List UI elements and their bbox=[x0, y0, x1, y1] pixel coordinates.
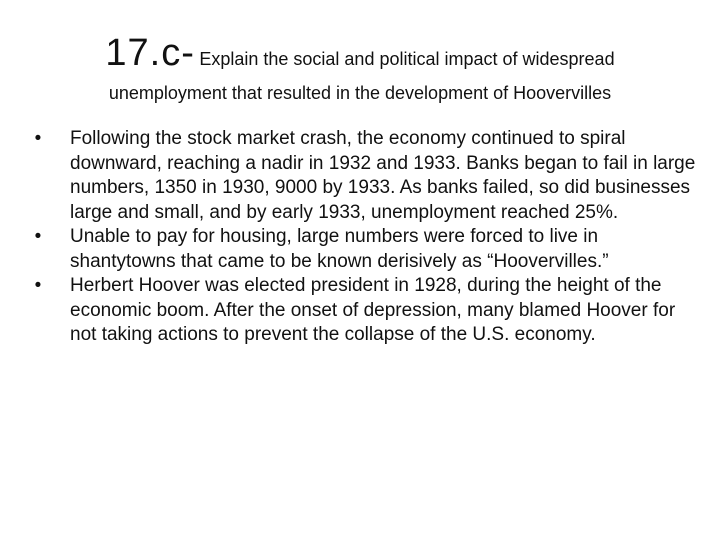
title-line-1 bbox=[0, 30, 720, 78]
bullet-dot-icon: • bbox=[34, 128, 42, 149]
bullet-text: Unable to pay for housing, large numbers were forced to live in shantytowns that came to be known derisively as “Hoovervilles.” bbox=[70, 226, 609, 272]
bullet-item-2 bbox=[28, 225, 696, 274]
bullet-dot-icon: • bbox=[34, 275, 42, 296]
standard-number: 17.c- bbox=[105, 32, 195, 74]
bullet-dot-icon: • bbox=[34, 226, 42, 247]
bullet-text: Herbert Hoover was elected president in 1928, during the height of the economic boom. After the onset of depression, many blamed Hoover for not taking actions to prevent the collapse of the U.S. economy. bbox=[70, 275, 676, 345]
bullet-item-1 bbox=[28, 127, 696, 225]
bullet-list bbox=[28, 127, 696, 348]
slide-title bbox=[0, 30, 720, 104]
bullet-text: Following the stock market crash, the economy continued to spiral downward, reaching a nadir in 1932 and 1933. Banks began to fail in large numbers, 1350 in 1930, 9000 by 1933. As banks failed, so did businesses large and small, and by early 1933, unemployment reached 25%. bbox=[70, 128, 696, 223]
title-text-line-1: Explain the social and political impact of widespread bbox=[199, 49, 615, 69]
title-text-line-2: unemployment that resulted in the development of Hoovervilles bbox=[108, 82, 612, 103]
bullet-item-3 bbox=[28, 274, 696, 348]
